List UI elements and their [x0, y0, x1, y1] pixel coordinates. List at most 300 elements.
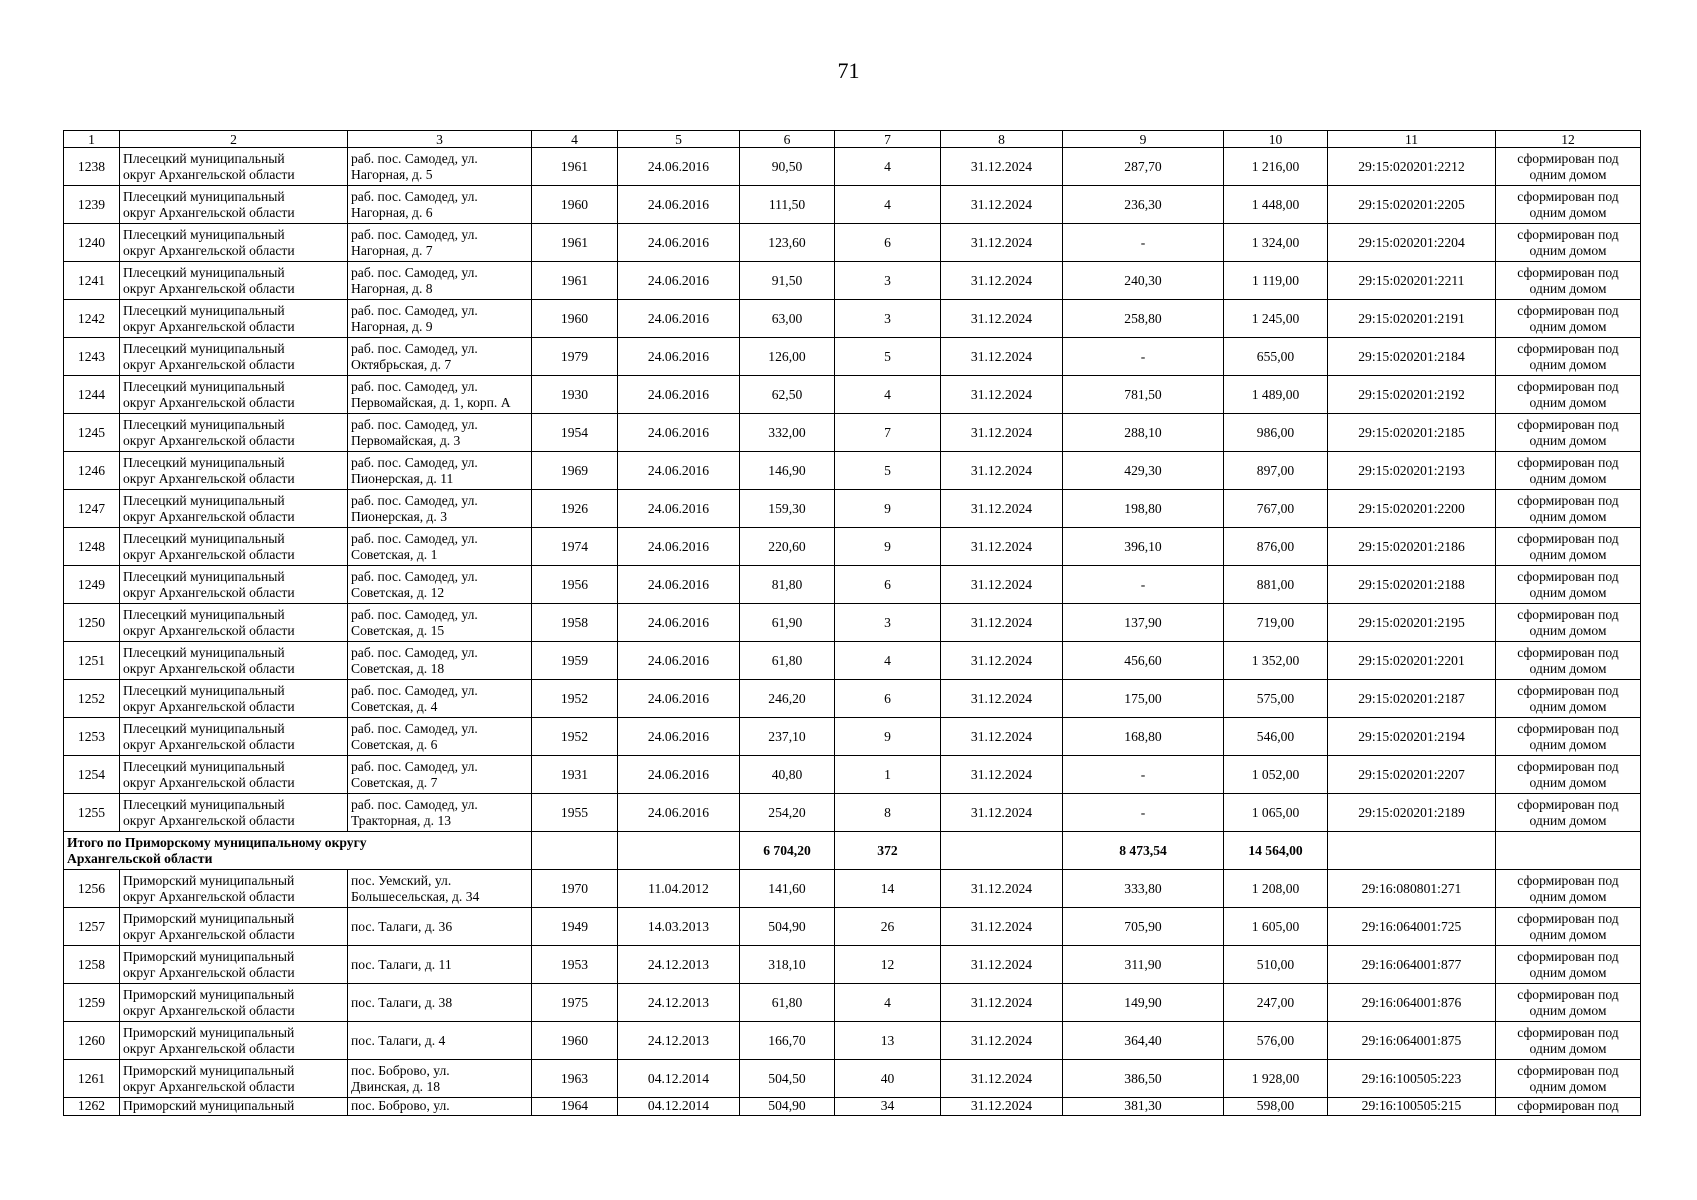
cadastral-cell: 29:16:100505:223 — [1328, 1060, 1496, 1098]
residents-cell: 14 — [835, 870, 941, 908]
address-cell — [348, 908, 532, 946]
municipality-cell-line: округ Архангельской области — [123, 622, 295, 638]
note-cell-line: одним домом — [1529, 242, 1607, 258]
area-cell: 61,80 — [740, 642, 835, 680]
date-cell: 24.06.2016 — [618, 148, 740, 186]
land-cell: 1 119,00 — [1224, 262, 1328, 300]
municipality-cell — [120, 946, 348, 984]
municipality-cell-line: Плесецкий муниципальный — [123, 416, 285, 432]
land-cell: 247,00 — [1224, 984, 1328, 1022]
column-number: 11 — [1328, 131, 1496, 148]
municipality-cell-line: округ Архангельской области — [123, 736, 295, 752]
note-cell — [1496, 604, 1641, 642]
cadastral-cell: 29:15:020201:2212 — [1328, 148, 1496, 186]
column-number: 2 — [120, 131, 348, 148]
land-cell: 1 928,00 — [1224, 1060, 1328, 1098]
address-cell — [348, 300, 532, 338]
address-cell-line: раб. пос. Самодед, ул. — [351, 226, 478, 242]
note-cell-line: сформирован под — [1517, 226, 1619, 242]
residents-cell: 12 — [835, 946, 941, 984]
note-cell — [1496, 186, 1641, 224]
residents-cell: 5 — [835, 338, 941, 376]
table-row — [64, 870, 1641, 908]
cadastral-cell: 29:15:020201:2185 — [1328, 414, 1496, 452]
municipality-cell — [120, 414, 348, 452]
deadline-cell: 31.12.2024 — [941, 1098, 1063, 1116]
municipality-cell — [120, 794, 348, 832]
area2-cell: - — [1063, 794, 1224, 832]
residents-cell: 4 — [835, 642, 941, 680]
address-cell-line: пос. Уемский, ул. — [351, 872, 452, 888]
address-cell-line: пос. Талаги, д. 36 — [351, 918, 453, 934]
year-cell: 1970 — [532, 870, 618, 908]
address-cell — [348, 642, 532, 680]
area2-cell: - — [1063, 756, 1224, 794]
area-cell: 40,80 — [740, 756, 835, 794]
row-number: 1259 — [64, 984, 120, 1022]
row-number: 1249 — [64, 566, 120, 604]
area-cell: 246,20 — [740, 680, 835, 718]
municipality-cell-line: округ Архангельской области — [123, 964, 295, 980]
residents-cell: 8 — [835, 794, 941, 832]
note-cell-line: одним домом — [1529, 964, 1607, 980]
date-cell: 04.12.2014 — [618, 1060, 740, 1098]
note-cell-line: сформирован под — [1517, 948, 1619, 964]
municipality-cell — [120, 262, 348, 300]
residents-cell: 4 — [835, 984, 941, 1022]
residents-cell: 34 — [835, 1098, 941, 1116]
address-cell — [348, 1098, 532, 1116]
date-cell: 24.06.2016 — [618, 604, 740, 642]
municipality-cell-line: округ Архангельской области — [123, 1078, 295, 1094]
note-cell-line: одним домом — [1529, 280, 1607, 296]
residents-cell: 3 — [835, 604, 941, 642]
area-cell: 61,90 — [740, 604, 835, 642]
land-cell: 576,00 — [1224, 1022, 1328, 1060]
municipality-cell-line: Приморский муниципальный — [123, 1024, 295, 1040]
municipality-cell — [120, 870, 348, 908]
cadastral-cell: 29:16:064001:876 — [1328, 984, 1496, 1022]
municipality-cell-line: Плесецкий муниципальный — [123, 454, 285, 470]
municipality-cell-line: Плесецкий муниципальный — [123, 188, 285, 204]
cadastral-cell: 29:15:020201:2211 — [1328, 262, 1496, 300]
address-cell — [348, 604, 532, 642]
land-cell: 1 216,00 — [1224, 148, 1328, 186]
date-cell: 24.06.2016 — [618, 300, 740, 338]
residents-cell: 5 — [835, 452, 941, 490]
table-row — [64, 148, 1641, 186]
note-cell-line: одним домом — [1529, 394, 1607, 410]
area2-cell: 429,30 — [1063, 452, 1224, 490]
address-cell — [348, 794, 532, 832]
note-cell — [1496, 376, 1641, 414]
cadastral-cell: 29:15:020201:2192 — [1328, 376, 1496, 414]
municipality-cell-line: округ Архангельской области — [123, 698, 295, 714]
year-cell: 1926 — [532, 490, 618, 528]
note-cell — [1496, 452, 1641, 490]
table-row — [64, 984, 1641, 1022]
note-cell — [1496, 528, 1641, 566]
address-cell-line: Нагорная, д. 9 — [351, 318, 433, 334]
land-cell: 881,00 — [1224, 566, 1328, 604]
deadline-cell: 31.12.2024 — [941, 148, 1063, 186]
municipality-cell — [120, 224, 348, 262]
table-row — [64, 528, 1641, 566]
residents-cell: 9 — [835, 490, 941, 528]
note-cell-line: сформирован под — [1517, 492, 1619, 508]
note-cell-line: сформирован под — [1517, 340, 1619, 356]
residents-cell: 40 — [835, 1060, 941, 1098]
municipality-cell-line: Приморский муниципальный — [123, 986, 295, 1002]
municipality-cell-line: округ Архангельской области — [123, 1002, 295, 1018]
address-cell-line: раб. пос. Самодед, ул. — [351, 378, 478, 394]
column-number: 10 — [1224, 131, 1328, 148]
land-cell: 510,00 — [1224, 946, 1328, 984]
area-cell: 332,00 — [740, 414, 835, 452]
note-cell-line: сформирован под — [1517, 530, 1619, 546]
address-cell — [348, 680, 532, 718]
municipality-cell-line: Приморский муниципальный — [123, 1098, 295, 1113]
table-row — [64, 718, 1641, 756]
deadline-cell: 31.12.2024 — [941, 1022, 1063, 1060]
area2-cell: 236,30 — [1063, 186, 1224, 224]
row-number: 1252 — [64, 680, 120, 718]
address-cell-line: пос. Боброво, ул. — [351, 1098, 450, 1113]
residents-cell: 9 — [835, 718, 941, 756]
address-cell — [348, 414, 532, 452]
municipality-cell — [120, 1098, 348, 1116]
area-cell: 254,20 — [740, 794, 835, 832]
table-row — [64, 224, 1641, 262]
deadline-cell: 31.12.2024 — [941, 376, 1063, 414]
area2-cell: 240,30 — [1063, 262, 1224, 300]
row-number: 1248 — [64, 528, 120, 566]
note-cell-line: одним домом — [1529, 622, 1607, 638]
row-number: 1260 — [64, 1022, 120, 1060]
residents-cell: 6 — [835, 680, 941, 718]
address-cell-line: пос. Талаги, д. 38 — [351, 994, 453, 1010]
deadline-cell: 31.12.2024 — [941, 604, 1063, 642]
area2-cell: 364,40 — [1063, 1022, 1224, 1060]
date-cell: 24.06.2016 — [618, 186, 740, 224]
total-label-line: Архангельской области — [67, 850, 213, 866]
housing-register-table — [63, 130, 1641, 1116]
land-cell: 575,00 — [1224, 680, 1328, 718]
municipality-cell — [120, 452, 348, 490]
note-cell-line: одним домом — [1529, 204, 1607, 220]
area-cell: 504,50 — [740, 1060, 835, 1098]
municipality-cell-line: Плесецкий муниципальный — [123, 720, 285, 736]
municipality-cell — [120, 1060, 348, 1098]
total-row — [64, 832, 1641, 870]
year-cell: 1974 — [532, 528, 618, 566]
address-cell — [348, 452, 532, 490]
municipality-cell — [120, 642, 348, 680]
municipality-cell-line: округ Архангельской области — [123, 508, 295, 524]
column-number: 5 — [618, 131, 740, 148]
municipality-cell — [120, 1022, 348, 1060]
empty-cell — [941, 832, 1063, 870]
note-cell-line: сформирован под — [1517, 872, 1619, 888]
note-cell — [1496, 490, 1641, 528]
note-cell-line: сформирован под — [1517, 720, 1619, 736]
row-number: 1251 — [64, 642, 120, 680]
note-cell-line: одним домом — [1529, 1078, 1607, 1094]
year-cell: 1964 — [532, 1098, 618, 1116]
land-cell: 897,00 — [1224, 452, 1328, 490]
municipality-cell-line: Приморский муниципальный — [123, 948, 295, 964]
area2-cell: 311,90 — [1063, 946, 1224, 984]
year-cell: 1961 — [532, 224, 618, 262]
note-cell-line: одним домом — [1529, 1002, 1607, 1018]
address-cell — [348, 148, 532, 186]
note-cell-line: сформирован под — [1517, 568, 1619, 584]
empty-cell — [532, 832, 618, 870]
note-cell-line: одним домом — [1529, 584, 1607, 600]
land-cell: 1 052,00 — [1224, 756, 1328, 794]
address-cell-line: Нагорная, д. 6 — [351, 204, 433, 220]
cadastral-cell: 29:15:020201:2186 — [1328, 528, 1496, 566]
address-cell — [348, 946, 532, 984]
note-cell-line: одним домом — [1529, 356, 1607, 372]
year-cell: 1969 — [532, 452, 618, 490]
deadline-cell: 31.12.2024 — [941, 718, 1063, 756]
row-number: 1262 — [64, 1098, 120, 1116]
date-cell: 24.06.2016 — [618, 452, 740, 490]
area-cell: 318,10 — [740, 946, 835, 984]
note-cell-line: одним домом — [1529, 470, 1607, 486]
year-cell: 1961 — [532, 148, 618, 186]
year-cell: 1955 — [532, 794, 618, 832]
residents-cell: 4 — [835, 376, 941, 414]
area2-cell: 258,80 — [1063, 300, 1224, 338]
note-cell-line: одним домом — [1529, 546, 1607, 562]
row-number: 1254 — [64, 756, 120, 794]
area-cell: 126,00 — [740, 338, 835, 376]
column-number: 8 — [941, 131, 1063, 148]
deadline-cell: 31.12.2024 — [941, 338, 1063, 376]
table-row — [64, 452, 1641, 490]
address-cell — [348, 338, 532, 376]
empty-cell — [618, 832, 740, 870]
note-cell-line: одним домом — [1529, 318, 1607, 334]
note-cell — [1496, 718, 1641, 756]
date-cell: 24.12.2013 — [618, 1022, 740, 1060]
date-cell: 24.06.2016 — [618, 224, 740, 262]
note-cell-line: сформирован под — [1517, 1024, 1619, 1040]
deadline-cell: 31.12.2024 — [941, 566, 1063, 604]
address-cell-line: пос. Талаги, д. 11 — [351, 956, 452, 972]
year-cell: 1956 — [532, 566, 618, 604]
municipality-cell-line: Плесецкий муниципальный — [123, 226, 285, 242]
total-label — [64, 832, 532, 870]
note-cell — [1496, 870, 1641, 908]
column-number: 7 — [835, 131, 941, 148]
address-cell-line: раб. пос. Самодед, ул. — [351, 644, 478, 660]
municipality-cell — [120, 186, 348, 224]
address-cell-line: раб. пос. Самодед, ул. — [351, 302, 478, 318]
land-cell: 598,00 — [1224, 1098, 1328, 1116]
note-cell-line: одним домом — [1529, 432, 1607, 448]
municipality-cell — [120, 984, 348, 1022]
table-row — [64, 414, 1641, 452]
deadline-cell: 31.12.2024 — [941, 870, 1063, 908]
total-label-line: Итого по Приморскому муниципальному округу — [67, 834, 367, 850]
row-number: 1256 — [64, 870, 120, 908]
residents-cell: 4 — [835, 148, 941, 186]
area-cell: 123,60 — [740, 224, 835, 262]
municipality-cell — [120, 604, 348, 642]
note-cell-line: одним домом — [1529, 926, 1607, 942]
row-number: 1246 — [64, 452, 120, 490]
area2-cell: 288,10 — [1063, 414, 1224, 452]
row-number: 1238 — [64, 148, 120, 186]
note-cell — [1496, 566, 1641, 604]
area2-cell: 456,60 — [1063, 642, 1224, 680]
row-number: 1258 — [64, 946, 120, 984]
address-cell — [348, 756, 532, 794]
municipality-cell-line: округ Архангельской области — [123, 926, 295, 942]
address-cell-line: раб. пос. Самодед, ул. — [351, 264, 478, 280]
area2-cell: 149,90 — [1063, 984, 1224, 1022]
municipality-cell — [120, 490, 348, 528]
address-cell-line: Нагорная, д. 8 — [351, 280, 433, 296]
municipality-cell-line: Плесецкий муниципальный — [123, 606, 285, 622]
note-cell-line: одним домом — [1529, 1040, 1607, 1056]
area2-cell: 137,90 — [1063, 604, 1224, 642]
note-cell — [1496, 224, 1641, 262]
cadastral-cell: 29:15:020201:2189 — [1328, 794, 1496, 832]
municipality-cell-line: Плесецкий муниципальный — [123, 758, 285, 774]
note-cell-line: сформирован под — [1517, 264, 1619, 280]
note-cell-line: одним домом — [1529, 166, 1607, 182]
address-cell-line: раб. пос. Самодед, ул. — [351, 416, 478, 432]
note-cell — [1496, 1022, 1641, 1060]
row-number: 1245 — [64, 414, 120, 452]
note-cell — [1496, 300, 1641, 338]
note-cell — [1496, 680, 1641, 718]
row-number: 1253 — [64, 718, 120, 756]
note-cell-line: одним домом — [1529, 736, 1607, 752]
municipality-cell-line: округ Архангельской области — [123, 394, 295, 410]
table-row — [64, 1022, 1641, 1060]
date-cell: 24.06.2016 — [618, 490, 740, 528]
address-cell-line: Советская, д. 1 — [351, 546, 438, 562]
address-cell-line: Октябрьская, д. 7 — [351, 356, 452, 372]
address-cell-line: раб. пос. Самодед, ул. — [351, 454, 478, 470]
cadastral-cell: 29:15:020201:2184 — [1328, 338, 1496, 376]
address-cell-line: Пионерская, д. 11 — [351, 470, 454, 486]
municipality-cell-line: округ Архангельской области — [123, 166, 295, 182]
date-cell: 24.06.2016 — [618, 680, 740, 718]
address-cell — [348, 984, 532, 1022]
column-number: 3 — [348, 131, 532, 148]
date-cell: 24.12.2013 — [618, 946, 740, 984]
address-cell-line: раб. пос. Самодед, ул. — [351, 492, 478, 508]
municipality-cell — [120, 528, 348, 566]
municipality-cell-line: Плесецкий муниципальный — [123, 340, 285, 356]
area2-cell: 168,80 — [1063, 718, 1224, 756]
municipality-cell-line: округ Архангельской области — [123, 318, 295, 334]
note-cell-line: сформирован под — [1517, 910, 1619, 926]
year-cell: 1930 — [532, 376, 618, 414]
municipality-cell-line: Плесецкий муниципальный — [123, 644, 285, 660]
total-area2: 8 473,54 — [1063, 832, 1224, 870]
column-number: 12 — [1496, 131, 1641, 148]
date-cell: 11.04.2012 — [618, 870, 740, 908]
year-cell: 1960 — [532, 300, 618, 338]
area-cell: 141,60 — [740, 870, 835, 908]
address-cell-line: пос. Боброво, ул. — [351, 1062, 450, 1078]
note-cell — [1496, 794, 1641, 832]
land-cell: 767,00 — [1224, 490, 1328, 528]
land-cell: 1 208,00 — [1224, 870, 1328, 908]
deadline-cell: 31.12.2024 — [941, 224, 1063, 262]
municipality-cell-line: Плесецкий муниципальный — [123, 302, 285, 318]
municipality-cell-line: Плесецкий муниципальный — [123, 378, 285, 394]
address-cell — [348, 262, 532, 300]
year-cell: 1961 — [532, 262, 618, 300]
row-number: 1250 — [64, 604, 120, 642]
address-cell-line: раб. пос. Самодед, ул. — [351, 606, 478, 622]
municipality-cell-line: округ Архангельской области — [123, 356, 295, 372]
municipality-cell-line: Плесецкий муниципальный — [123, 150, 285, 166]
area2-cell: 396,10 — [1063, 528, 1224, 566]
note-cell — [1496, 984, 1641, 1022]
date-cell: 24.06.2016 — [618, 338, 740, 376]
note-cell-line: сформирован под — [1517, 188, 1619, 204]
year-cell: 1959 — [532, 642, 618, 680]
municipality-cell-line: округ Архангельской области — [123, 470, 295, 486]
date-cell: 04.12.2014 — [618, 1098, 740, 1116]
address-cell — [348, 566, 532, 604]
area-cell: 220,60 — [740, 528, 835, 566]
area-cell: 166,70 — [740, 1022, 835, 1060]
column-number: 9 — [1063, 131, 1224, 148]
municipality-cell-line: Плесецкий муниципальный — [123, 568, 285, 584]
note-cell — [1496, 1060, 1641, 1098]
address-cell-line: раб. пос. Самодед, ул. — [351, 188, 478, 204]
land-cell: 1 605,00 — [1224, 908, 1328, 946]
total-area: 6 704,20 — [740, 832, 835, 870]
residents-cell: 26 — [835, 908, 941, 946]
row-number: 1244 — [64, 376, 120, 414]
land-cell: 719,00 — [1224, 604, 1328, 642]
area-cell: 111,50 — [740, 186, 835, 224]
note-cell-line: сформирован под — [1517, 986, 1619, 1002]
note-cell — [1496, 414, 1641, 452]
total-residents: 372 — [835, 832, 941, 870]
address-cell-line: раб. пос. Самодед, ул. — [351, 530, 478, 546]
note-cell-line: сформирован под — [1517, 378, 1619, 394]
municipality-cell — [120, 680, 348, 718]
address-cell-line: Советская, д. 12 — [351, 584, 445, 600]
table-row — [64, 946, 1641, 984]
municipality-cell — [120, 756, 348, 794]
land-cell: 1 352,00 — [1224, 642, 1328, 680]
table-row — [64, 262, 1641, 300]
municipality-cell-line: округ Архангельской области — [123, 432, 295, 448]
municipality-cell-line: Приморский муниципальный — [123, 872, 295, 888]
note-cell-line: сформирован под — [1517, 644, 1619, 660]
address-cell-line: раб. пос. Самодед, ул. — [351, 150, 478, 166]
area-cell: 90,50 — [740, 148, 835, 186]
cadastral-cell: 29:16:100505:215 — [1328, 1098, 1496, 1116]
area2-cell: 175,00 — [1063, 680, 1224, 718]
column-number: 4 — [532, 131, 618, 148]
note-cell-line: сформирован под — [1517, 606, 1619, 622]
area-cell: 159,30 — [740, 490, 835, 528]
